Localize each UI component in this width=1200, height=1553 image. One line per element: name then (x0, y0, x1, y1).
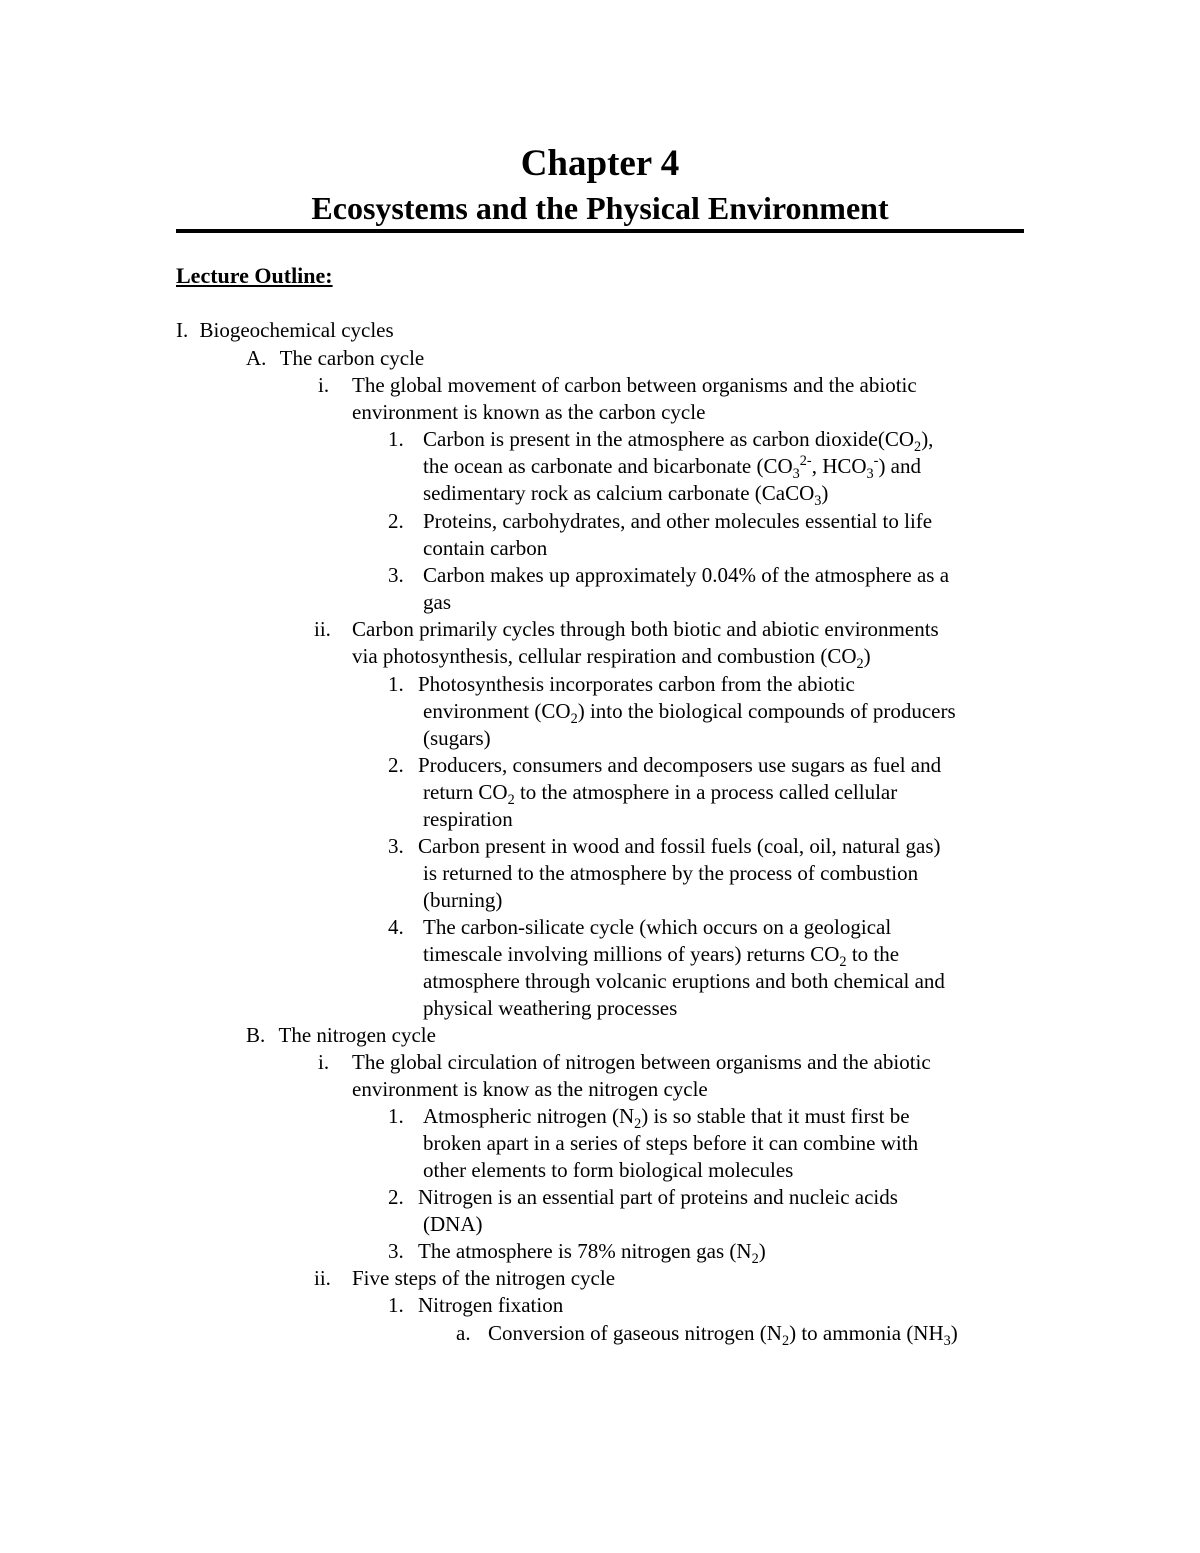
outline-item-A-ii: Carbon primarily cycles through both biotic and abiotic environments via photosynthesis, cellular respiration and combustion $(CO_2)$ (352, 617, 939, 673)
outline-marker: 4. (388, 915, 404, 939)
outline-marker: i. (318, 1050, 330, 1074)
outline-item-A-ii-4: The carbon-silicate cycle (which occurs on a geological timescale involving millions of years) returns $CO_2$ to the atmosphere through volcanic eruptions and both chemical and physical weathering processes (423, 915, 945, 1020)
outline-text: The carbon cycle (279, 346, 425, 370)
outline-item-B-i-3: The atmosphere is 78% nitrogen gas $(N_2)$ (418, 1239, 766, 1268)
chapter-subtitle: Ecosystems and the Physical Environment (311, 190, 889, 226)
outline-marker: 1. (388, 427, 404, 451)
outline-marker: 2. (388, 753, 404, 777)
outline-item-B-ii-1: Nitrogen fixation (418, 1293, 564, 1317)
outline-marker: 3. (388, 834, 404, 858)
outline-item-B-i-1: Atmospheric nitrogen $(N_2)$ is so stable that it must first be broken apart in a series of steps before it can combine with other elements to form biological molecules (423, 1104, 919, 1182)
outline-marker: 1. (388, 672, 404, 696)
outline-marker: 1. (388, 1104, 404, 1128)
outline-item-A-ii-2: Producers, consumers and decomposers use sugars as fuel and return $CO_2$ to the atmosphere in a process called cellular respiration (418, 753, 942, 831)
outline-item-B-i: The global circulation of nitrogen between organisms and the abiotic environment is know as the nitrogen cycle (352, 1050, 931, 1101)
outline-item-A-i-3: Carbon makes up approximately 0.04% of the atmosphere as a gas (423, 563, 950, 614)
outline-item-A-ii-3: Carbon present in wood and fossil fuels (coal, oil, natural gas) is returned to the atmosphere by the process of combustion (burning) (418, 834, 941, 912)
outline-marker: ii. (314, 617, 331, 641)
outline-item-I (176, 317, 394, 344)
outline-item-B-ii: Five steps of the nitrogen cycle (352, 1266, 616, 1290)
chapter-title: Chapter 4 (520, 143, 680, 184)
outline-item-A-i-1: Carbon is present in the atmosphere as carbon $dioxide(CO_2)$, the ocean as carbonate and bicarbonate ($CO_3^{2-}$, $HCO_3^-$) and sedimentary rock as calcium carbonate (CaCO$_3$) (423, 427, 934, 510)
outline-marker: 1. (388, 1293, 404, 1317)
outline-marker: 2. (388, 1185, 404, 1209)
outline-item-A-i: The global movement of carbon between organisms and the abiotic environment is known as the carbon cycle (352, 373, 917, 424)
outline-item-A (246, 345, 424, 372)
outline-marker: 2. (388, 509, 404, 533)
outline-item-B-i-2: Nitrogen is an essential part of proteins and nucleic acids (DNA) (418, 1185, 898, 1236)
outline-marker: ii. (314, 1266, 331, 1290)
outline-marker: 3. (388, 563, 404, 587)
outline-item-A-i-2: Proteins, carbohydrates, and other molecules essential to life contain carbon (423, 509, 933, 560)
outline-marker: 3. (388, 1239, 404, 1263)
outline-item-B-ii-1-a: Conversion of gaseous nitrogen $(N_2)$ to ammonia $(NH_3)$ (488, 1321, 958, 1350)
outline-item-B (246, 1022, 436, 1049)
outline-marker: a. (456, 1321, 471, 1345)
outline-item-A-ii-1: Photosynthesis incorporates carbon from the abiotic environment $(CO_2)$ into the biological compounds of producers (sugars) (418, 672, 956, 750)
outline-text: Biogeochemical cycles (199, 318, 394, 342)
section-label: Lecture Outline: (176, 263, 333, 288)
outline-marker: B. (246, 1023, 266, 1047)
outline-marker: A. (246, 346, 267, 370)
outline-text: The nitrogen cycle (278, 1023, 436, 1047)
outline-marker: i. (318, 373, 330, 397)
outline-marker: I. (176, 318, 189, 342)
